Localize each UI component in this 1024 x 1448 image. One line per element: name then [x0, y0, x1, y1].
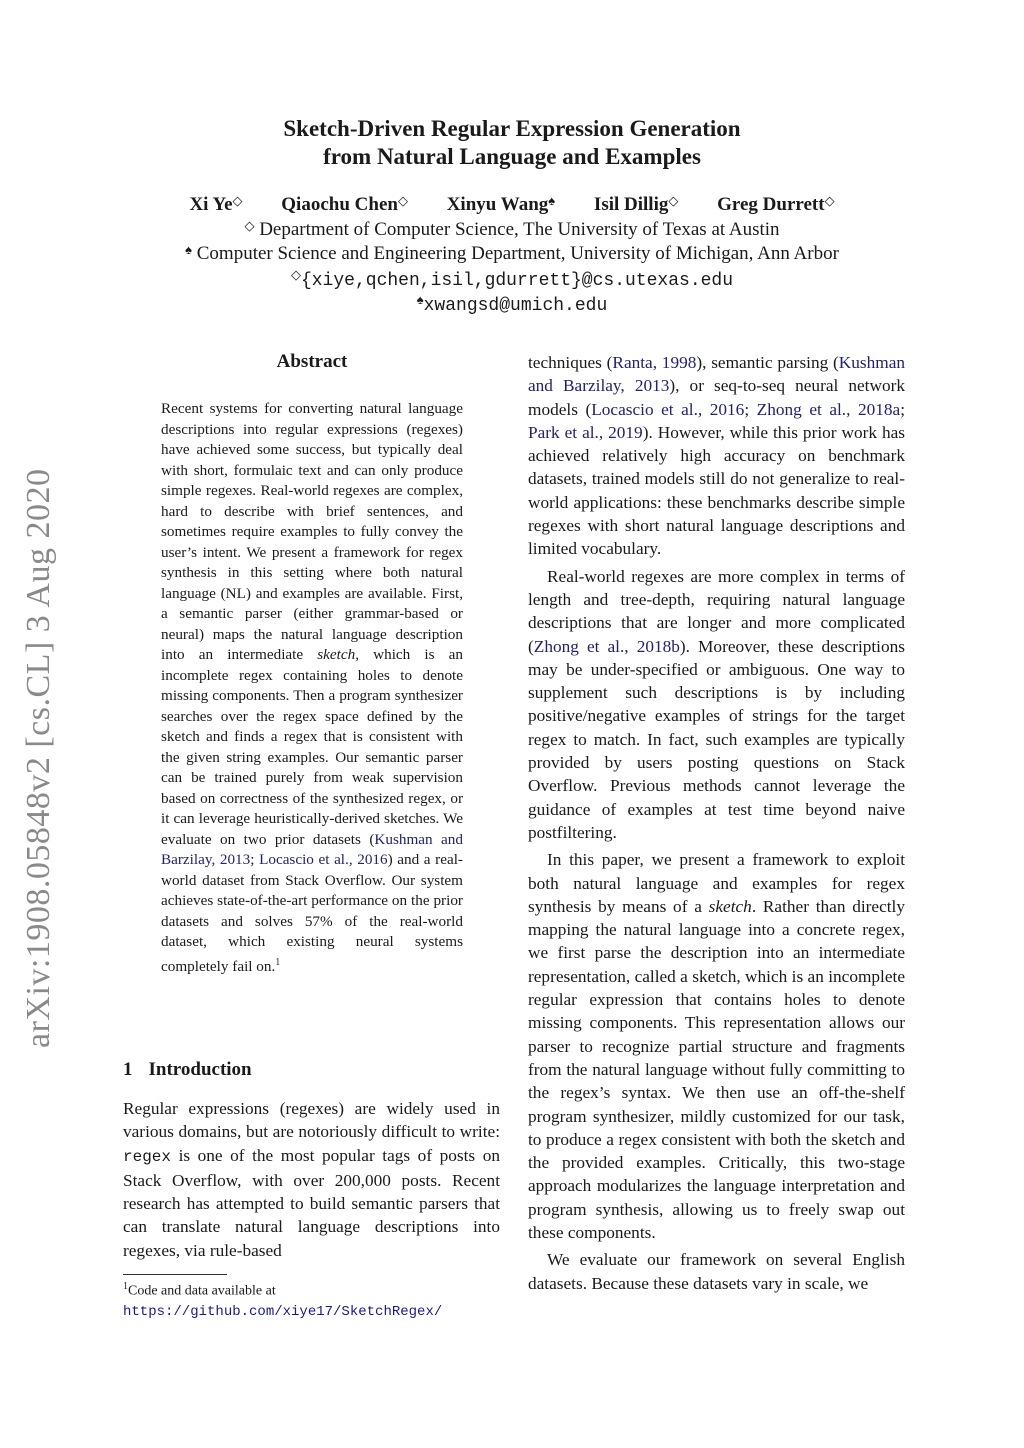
paragraph: Real-world regexes are more complex in terms of length and tree-depth, requiring natural language descriptions that are longer and more complicated (Zhong et al., 2018b). Moreover, these descriptions may be under-specified or ambiguous. One way to supplement such descriptions is by including positive/negative examples of strings for the target regex to match. In fact, such examples are typically provided by users posting questions on Stack Overflow. Previous methods cannot leverage the guidance of examples at test time beyond naive postfiltering.: [528, 566, 905, 842]
citation-link[interactable]: Zhong et al., 2018b: [533, 636, 680, 656]
affiliation-ut: ◇ Department of Computer Science, The University of Texas at Austin: [244, 218, 780, 240]
paper-title: [0, 115, 1024, 171]
author: Xi Ye◇: [189, 193, 243, 215]
section-heading-introduction: 1 Introduction: [123, 1059, 252, 1080]
email-ut: ◇{xiye,qchen,isil,gdurrett}@cs.utexas.edu: [290, 267, 734, 291]
title-line-1: Sketch-Driven Regular Expression Generation: [283, 116, 741, 141]
email-umich: ♠xwangsd@umich.edu: [416, 292, 608, 316]
paragraph: We evaluate our framework on several English datasets. Because these datasets vary in scale, we: [528, 1250, 905, 1293]
author-list: [0, 192, 1024, 218]
footnote: $^1$Code and data available at https://github.com/xiye17/SketchRegex/: [123, 1281, 443, 1320]
abstract-body: Recent systems for converting natural language descriptions into regular expressions (regexes) have achieved some success, but typically deal with short, formulaic text and can only produce simple regexes. Real-world regexes are complex, hard to describe with brief sentences, and sometimes require examples to fully convey the user’s intent. We present a framework for regex synthesis in this setting where both natural language (NL) and examples are available. First, a semantic parser (either grammar-based or neural) maps the natural language description into an intermediate sketch, which is an incomplete regex containing holes to denote missing components. Then a program synthesizer searches over the regex space defined by the sketch and finds a regex that is consistent with the given string examples. Our semantic parser can be trained purely from weak supervision based on correctness of the synthesized regex, or it can leverage heuristically-derived sketches. We evaluate on two prior datasets (Kushman and Barzilay, 2013; Locascio et al., 2016) and a real-world dataset from Stack Overflow. Our system achieves state-of-the-art performance on the prior datasets and solves 57% of the real-world dataset, which existing neural systems completely fail on.$^1$: [161, 400, 463, 975]
paragraph: techniques (Ranta, 1998), semantic parsing (Kushman and Barzilay, 2013), or seq-to-seq neural network models (Locascio et al., 2016; Zhong et al., 2018a; Park et al., 2019). However, while this prior work has achieved relatively high accuracy on benchmark datasets, trained models still do not generalize to real-world applications: these benchmarks describe simple regexes with short natural language descriptions and limited vocabulary.: [528, 353, 906, 559]
author: Xinyu Wang♠: [446, 193, 556, 215]
author: Qiaochu Chen◇: [281, 193, 408, 215]
title-line-2: from Natural Language and Examples: [323, 144, 701, 169]
citation-link[interactable]: Zhong et al., 2018a: [756, 399, 901, 419]
citation-link[interactable]: Locascio et al., 2016: [591, 399, 745, 419]
code-url-link[interactable]: https://github.com/xiye17/SketchRegex/: [123, 1303, 443, 1320]
citation-link[interactable]: Kushman and Barzilay, 2013: [161, 830, 463, 868]
author: Isil Dillig◇: [593, 193, 679, 215]
right-column-body: [528, 351, 905, 1295]
affiliation-umich: ♠ Computer Science and Engineering Department, University of Michigan, Ann Arbor: [185, 242, 839, 264]
footnote-marker[interactable]: 1: [275, 956, 281, 968]
citation-link[interactable]: Kushman and Barzilay, 2013: [528, 353, 906, 396]
author: Greg Durrett◇: [717, 193, 835, 215]
abstract-heading: Abstract: [276, 351, 348, 372]
paragraph: In this paper, we present a framework to exploit both natural language and examples for regex synthesis by means of a sketch. Rather than directly mapping the natural language into a concrete regex, we first parse the description into an intermediate representation, called a sketch, which is an incomplete regular expression that contains holes to denote missing components. This representation allows our parser to recognize partial structure and fragments from the natural language without fully committing to the regex’s syntax. We then use an off-the-shelf program synthesizer, mildly customized for our task, to produce a regex consistent with both the sketch and the provided examples. Critically, this two-stage approach modularizes the language interpretation and program synthesis, allowing us to freely swap out these components.: [528, 850, 906, 1242]
citation-link[interactable]: Locascio et al., 2016: [259, 851, 388, 868]
arxiv-stamp: arXiv:1908.05848v2 [cs.CL] 3 Aug 2020: [20, 468, 57, 1048]
footnote-divider: [123, 1274, 227, 1275]
citation-link[interactable]: Park et al., 2019: [528, 422, 643, 442]
introduction-paragraph: Regular expressions (regexes) are widely used in various domains, but are notoriously difficult to write: regex is one of the most popular tags of posts on Stack Overflow, with over 200,000 posts. Recent research has attempted to build semantic parsers that can translate natural language descriptions into regexes, via rule-based: [123, 1099, 500, 1260]
citation-link[interactable]: Ranta, 1998: [612, 353, 697, 372]
inline-code: regex: [123, 1147, 172, 1166]
